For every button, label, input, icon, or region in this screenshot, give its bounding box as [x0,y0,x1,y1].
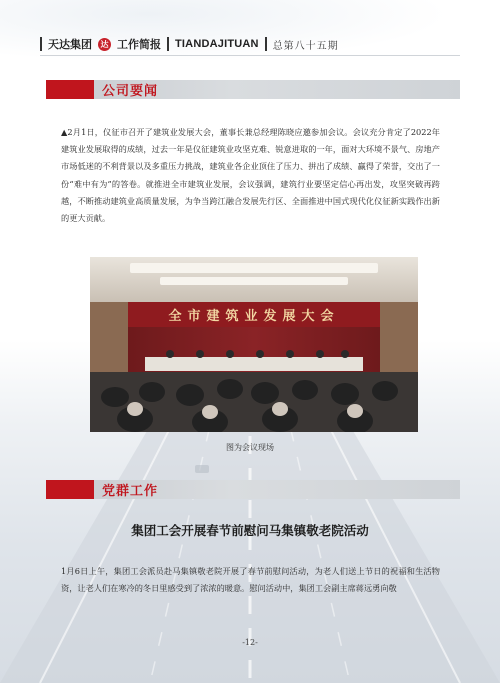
section-accent-bar [46,480,94,499]
section-header-company-news [46,80,460,99]
section-title: 党群工作 [102,484,159,499]
latin-company-name: TIANDAJITUAN [175,38,259,50]
company-name: 天达集团 [48,38,92,51]
page-number: -12- [242,638,258,647]
header-divider [167,37,169,51]
section-title: 公司要闻 [102,84,159,99]
publication-name: 工作简报 [117,38,161,51]
company-logo-icon: 达 [98,38,111,51]
section-header-party-work [46,480,460,499]
article-paragraph: ▲2月1日，仪征市召开了建筑业发展大会，董事长兼总经理陈晓应邀参加会议。会议充分肯定了2022年建筑业发展取得的成绩，过去一年是仪征建筑业攻坚克难、锐意进取的一年，面对大环境不景气、房地产市场低迷的不利背景以及多重压力挑战，建筑业各企业顶住了压力、拼出了成绩、赢得了荣誉，交出了一份“难中有为”的答卷。就推进全市建筑业发展，会议强调，建筑行业要坚定信心再出发，攻坚突破再跨越，不断推动建筑业高质量发展，为争当跨江融合发展先行区、全面推进中国式现代化仪征新实践作出新的更大贡献。 [61,127,440,224]
page-header [40,35,339,53]
header-divider [265,37,267,51]
issue-number: 总第八十五期 [272,40,339,52]
section-accent-bar [46,80,94,99]
meeting-photo [90,257,418,432]
header-rule [40,55,460,56]
header-divider [40,37,42,51]
article-title: 集团工会开展春节前慰问马集镇敬老院活动 [131,523,369,538]
photo-caption: 图为会议现场 [226,443,274,452]
article-paragraph: 1月6日上午，集团工会派员赴马集镇敬老院开展了春节前慰问活动，为老人们送上节日的祝福和生活物资，让老人们在寒冷的冬日里感受到了浓浓的暖意。慰问活动中，集团工会副主席蒋远勇向敬 [61,566,440,594]
meeting-banner: 全市建筑业发展大会 [168,309,340,324]
